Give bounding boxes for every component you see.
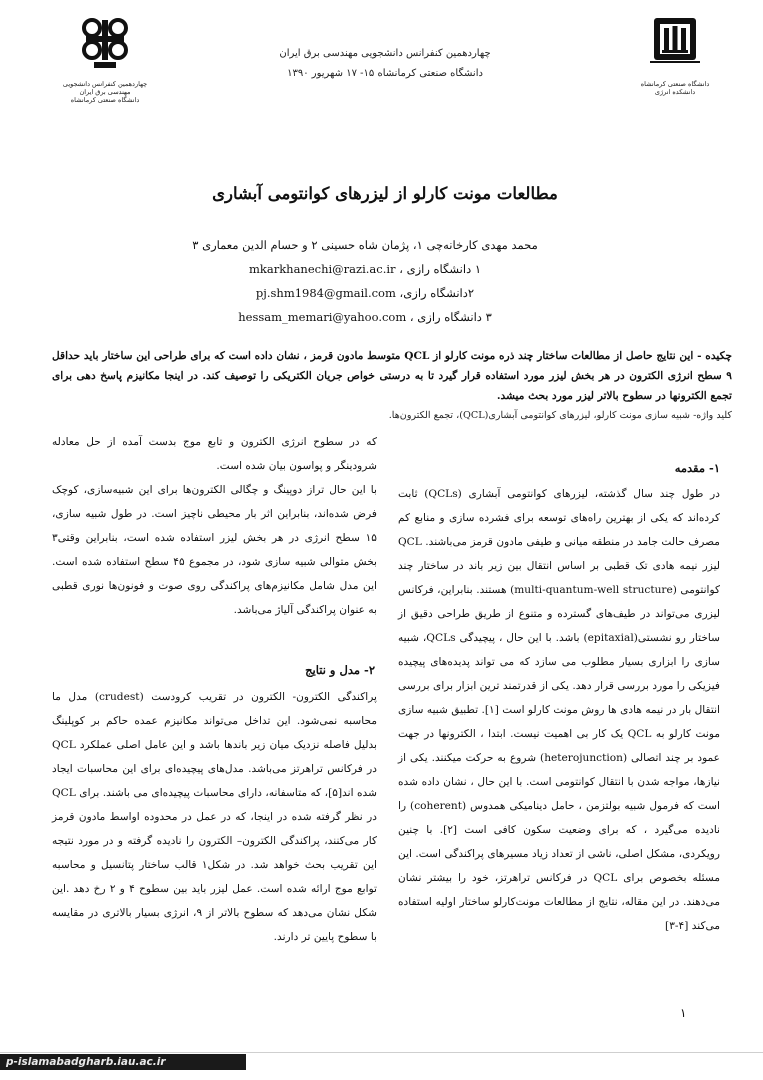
continuation-paragraph-2: با این حال تراز دوپینگ و چگالی الکترون‌ها برای این شبیه‌سازی، کوچک فرض شده‌اند، بنابراین اثر بار محیطی ناچیز است. در طول شبیه سازی، ۱۵ سطح انرژی در هر بخش لیزر استفاده شده است، بنابراین وقتی۳ بخش متوالی شبیه سازی شود، در مجموع ۴۵ سطح استفاده شده است. این مدل شامل مکانیزم‌های پراکندگی روی صوت و فونون‌ها نوری قطبی به عنوان پراکندگی آلیاژ می‌باشد. <box>52 484 378 616</box>
section-1-heading: ۱- مقدمه <box>674 461 720 475</box>
author-block <box>150 233 580 329</box>
continuation-paragraph-1: که در سطوح انرژی الکترون و تابع موج بدست آمده از حل معادله شرودینگر و پواسون بیان شده است. <box>52 436 377 472</box>
footer-url[interactable]: p-islamabadgharb.iau.ac.ir <box>6 1056 166 1068</box>
keywords: کلید واژه- شبیه سازی مونت کارلو، لیزرهای کوانتومی آبشاری(QCL)، تجمع الکترون‌ها. <box>388 410 732 421</box>
footer-url-bar[interactable] <box>0 1054 246 1070</box>
section-2-heading: ۲- مدل و نتایج <box>305 663 375 677</box>
left-column-continuation <box>52 430 377 622</box>
page-number: ۱ <box>680 1006 687 1020</box>
footer-divider <box>0 1052 763 1053</box>
paper-title: مطالعات مونت کارلو از لیزرهای کوانتومی آبشاری <box>212 184 558 203</box>
university-emblem-icon <box>620 14 730 76</box>
affiliation-2: ۲دانشگاه رازی، pj.shm1984@gmail.com <box>255 286 475 300</box>
model-results-paragraph: پراکندگی الکترون- الکترون در تقریب کرودست (crudest) مدل ما محاسبه نمی‌شود. این تداخل می‌تواند مکانیزم عمده حاکم بر کوپلینگ بدلیل فاصله نزدیک میان زیر باندها باشد و این عامل اصلی عملکرد QCL در فرکانس تراهرتز می‌باشد. مدل‌های پیچیده‌ای برای این محاسبات ایجاد شده اند[۵]، که متاسفانه، دارای محاسبات پیچیده‌ای می باشند. برای QCL در نظر گرفته شده در اینجا، که در عمل در محدوده اواسط مادون قرمز کار می‌کنند، پراکندگی الکترون– الکترون را نادیده گرفته و در مورد نتیجه این تقریب بحث خواهد شد. در شکل۱ قالب ساختار پتانسیل و محاسبه توابع موج ارائه شده است. عمل لیزر باید بین سطوح ۴ و ۲ رخ دهد .این شکل نشان می‌دهد که سطوح بالاتر از ۹، انرژی بسیار بالاتری در مقایسه با سطوح پایین تر دارند. <box>52 691 377 943</box>
conference-logo <box>50 14 160 104</box>
author-names: محمد مهدی کارخانه‌چی ۱، پژمان شاه حسینی ۲ و حسام الدین معماری ۳ <box>192 238 538 252</box>
affiliation-3: ۳ دانشگاه رازی ، hessam_memari@yahoo.com <box>238 310 492 324</box>
affiliation-1: ۱ دانشگاه رازی ، mkarkhanechi@razi.ac.ir <box>248 262 482 276</box>
right-column-introduction <box>398 482 720 938</box>
university-logo <box>620 14 730 96</box>
abstract: چکیده - این نتایج حاصل از مطالعات ساختار چند ذره مونت کارلو از QCL متوسط مادون قرمز ، نشان داده است که برای طراحی این ساختار باید حداقل ۹ سطح انرژی الکترون در هر بخش لیزر مورد استفاده قرار گیرد تا به درستی خواص جریان الکتریکی را توصیف کند. در اینجا مکانیزم پاسخ دهی برای تجمع الکترونها در سطوح بالاتر لیزر مورد بحث میشد. <box>52 350 732 402</box>
conference-logo-caption: چهاردهمین کنفرانس دانشجویی مهندسی برق ایران دانشگاه صنعتی کرمانشاه <box>62 80 148 104</box>
university-logo-caption: دانشگاه صنعتی کرمانشاه دانشکده انرژی <box>640 80 710 96</box>
model-results-column <box>52 685 377 949</box>
conference-name: چهاردهمین کنفرانس دانشجویی مهندسی برق ایران <box>279 48 491 59</box>
conference-header <box>240 44 530 84</box>
conference-venue-date: دانشگاه صنعتی کرمانشاه ۱۵- ۱۷ شهریور ۱۳۹۰ <box>287 68 483 79</box>
conference-emblem-icon <box>50 14 160 76</box>
introduction-paragraph: در طول چند سال گذشته، لیزرهای کوانتومی آبشاری (QCLs) ثابت کرده‌اند که یکی از بهترین راه‌های توسعه برای فشرده سازی و منابع کم مصرف حالت جامد در منطقه میانی و طیفی مادون قرمز می‌باشند. QCL لیزر نیمه هادی تک قطبی بر اساس انتقال بین زیر باند در ساختار چند کوانتومی (multi-quantum-well structure) هستند. بنابراین، فرکانس لیزری می‌تواند در طیف‌های گسترده و متنوع از طریق طراحی دقیق از ساختار رو نشستی(epitaxial) باشد. با این حال ، پیچیدگی QCLs، شبیه سازی را ابزاری بسیار مطلوب می سازد که می تواند پدیده‌های پیچیده فیزیکی را مورد بررسی قرار دهد. یکی از قدرتمند ترین ابزار برای بررسی انتقال بار در نیمه هادی ها روش مونت کارلو است [۱]. تطبیق شبیه سازی مونت کارلو به QCL یک کار بی اهمیت نیست. ابتدا ، الکترونها در جهت عمود بر چند اتصالی (heterojunction) شروع به حرکت میکنند. یکی از نیازها، مواجه شدن با انتقال کوانتومی است. با این حال ، نشان داده شده است که فرمول شبیه بولتزمن ، حامل دینامیکی همدوس (coherent) را نادیده می‌گیرد ، که برای وضعیت سکون کافی است [۲]. با چنین رویکردی، مشکل اصلی، ناشی از تعداد زیاد مسیرهای پراکندگی است. این مسئله بخصوص برای QCL در فرکانس تراهرتز، خود را بیشتر نشان می‌دهند. در این مقاله، نتایج از مطالعات مونت‌کارلو ساختار اولیه استفاده می‌کند [۴-۳] <box>398 488 720 932</box>
